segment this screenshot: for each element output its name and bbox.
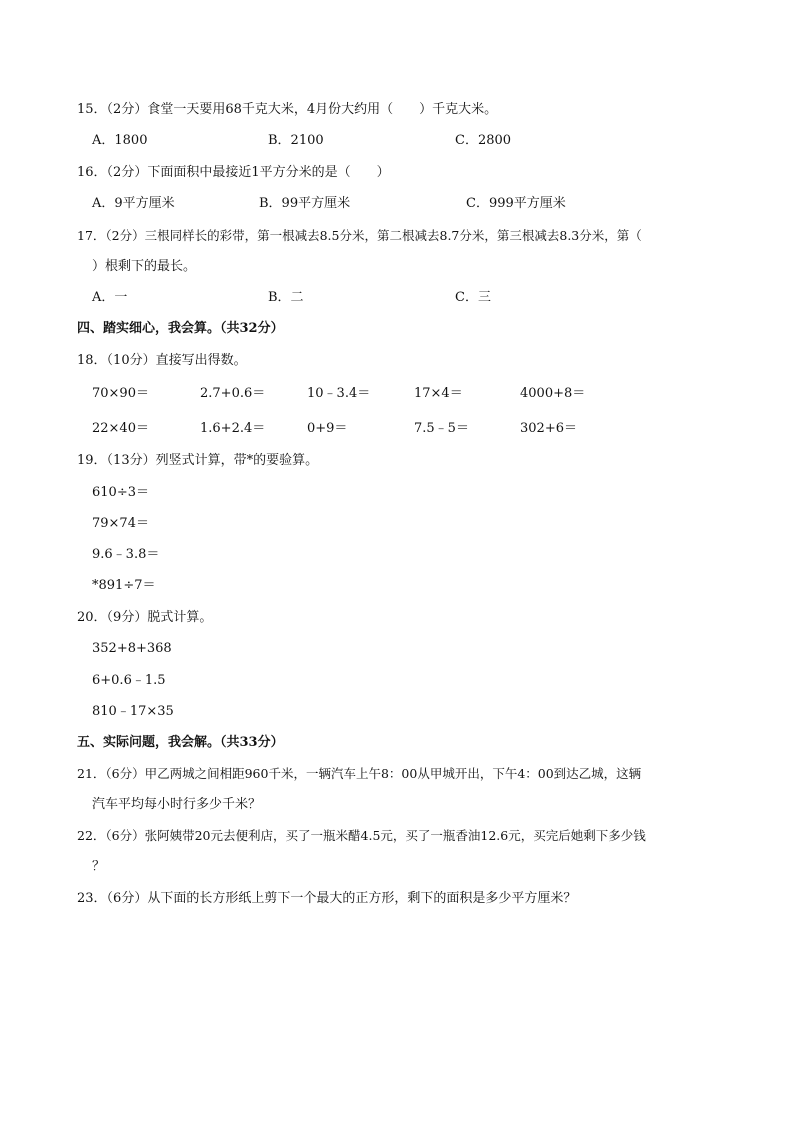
q21-stem-line2: 汽车平均每小时行多少千米？ xyxy=(92,797,262,812)
q18-r2-c2: 1.6+2.4＝ xyxy=(200,421,266,436)
q19-item-2: 79×74＝ xyxy=(92,516,149,531)
q18-r1-c2: 2.7+0.6＝ xyxy=(200,386,266,401)
q18-r1-c3: 10﹣3.4＝ xyxy=(307,386,371,401)
q16-stem: 16．（2分）下面面积中最接近1平方分米的是（ ） xyxy=(77,165,390,180)
section-4-title: 四、踏实细心，我会算。（共32分） xyxy=(77,321,284,336)
q18-r2-c1: 22×40＝ xyxy=(92,421,149,436)
q20-item-1: 352+8+368 xyxy=(92,641,172,656)
q22-stem-line1: 22．（6分）张阿姨带20元去便利店，买了一瓶米醋4.5元，买了一瓶香油12.6元，买完后她剩下多少钱 xyxy=(77,828,646,843)
q17-stem-line2: ）根剩下的最长。 xyxy=(92,259,197,274)
q17-option-c: C．三 xyxy=(455,290,491,305)
q18-r1-c4: 17×4＝ xyxy=(414,386,463,401)
q18-r1-c5: 4000+8＝ xyxy=(520,386,586,401)
q17-stem-line1: 17．（2分）三根同样长的彩带，第一根减去8.5分米，第二根减去8.7分米，第三根减去8.3分米，第（ xyxy=(77,228,642,243)
q21-stem-line1: 21．（6分）甲乙两城之间相距960千米，一辆汽车上午8：00从甲城开出，下午4：00到达乙城，这辆 xyxy=(77,766,642,781)
q19-item-4: *891÷7＝ xyxy=(92,578,156,593)
q16-option-a: A．9平方厘米 xyxy=(92,196,175,211)
section-5-title: 五、实际问题，我会解。（共33分） xyxy=(77,735,284,750)
q18-stem: 18．（10分）直接写出得数。 xyxy=(77,353,247,368)
q20-stem: 20．（9分）脱式计算。 xyxy=(77,610,213,625)
q20-item-2: 6+0.6﹣1.5 xyxy=(92,673,166,688)
q15-option-c: C．2800 xyxy=(455,133,512,148)
q16-option-b: B．99平方厘米 xyxy=(259,196,351,211)
q18-r1-c1: 70×90＝ xyxy=(92,386,149,401)
q18-r2-c4: 7.5﹣5＝ xyxy=(414,421,469,436)
q15-option-a: A．1800 xyxy=(92,133,148,148)
q16-option-c: C．999平方厘米 xyxy=(466,196,566,211)
q19-item-1: 610÷3＝ xyxy=(92,485,149,500)
q20-item-3: 810﹣17×35 xyxy=(92,704,174,719)
q17-option-b: B．二 xyxy=(268,290,304,305)
q18-r2-c5: 302+6＝ xyxy=(520,421,577,436)
q15-stem: 15．（2分）食堂一天要用68千克大米，4月份大约用（ ）千克大米。 xyxy=(77,102,498,117)
q19-item-3: 9.6﹣3.8＝ xyxy=(92,547,160,562)
q15-option-b: B．2100 xyxy=(268,133,324,148)
q23-stem-line1: 23．（6分）从下面的长方形纸上剪下一个最大的正方形，剩下的面积是多少平方厘米？ xyxy=(77,891,577,906)
q22-stem-line2: ？ xyxy=(92,859,106,874)
q18-r2-c3: 0+9＝ xyxy=(307,421,348,436)
q17-option-a: A．一 xyxy=(92,290,128,305)
q19-stem: 19．（13分）列竖式计算，带*的要验算。 xyxy=(77,453,319,468)
